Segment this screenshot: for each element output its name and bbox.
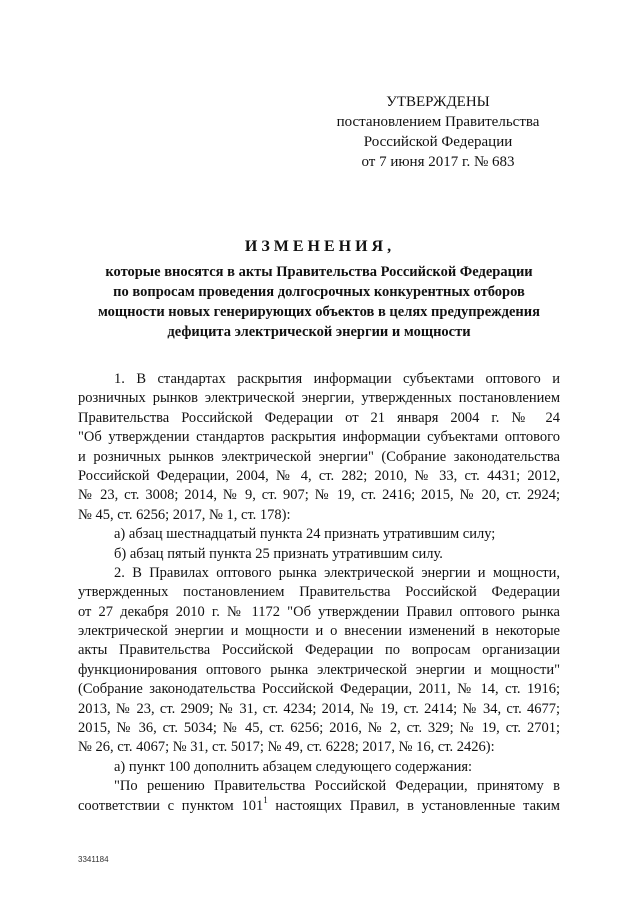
text-line: и розничных рынков электрической энергии" (Собрание законодательства: [78, 448, 560, 465]
approval-block: [318, 92, 558, 172]
text-line: от 27 декабря 2010 г. № 1172 "Об утверждении Правил оптового рынка: [78, 603, 560, 620]
subtitle-line: которые вносятся в акты Правительства Российской Федерации: [105, 264, 533, 280]
approval-heading: УТВЕРЖДЕНЫ: [386, 94, 490, 110]
text-line: [78, 794, 560, 816]
text-line: Российской Федерации, 2004, № 4, ст. 282; 2010, № 33, ст. 4431; 2012,: [78, 467, 560, 484]
text-line: Правительства Российской Федерации от 21 января 2004 г. № 24: [78, 409, 560, 426]
text-fragment: соответствии с пунктом 101: [78, 797, 264, 814]
text-line: функционирования оптового рынка электрической энергии и мощности": [78, 661, 560, 678]
text-line: (Собрание законодательства Российской Федерации, 2011, № 14, ст. 1916;: [78, 681, 560, 698]
text-line: № 23, ст. 3008; 2014, № 9, ст. 907; № 19, ст. 2416; 2015, № 20, ст. 2924;: [78, 487, 560, 504]
text-line: электрической энергии и мощности и о внесении изменений в некоторые: [78, 623, 560, 640]
subtitle-line: мощности новых генерирующих объектов в целях предупреждения: [97, 304, 540, 320]
document-subtitle: [60, 262, 578, 342]
text-fragment: настоящих Правил, в установленные таким: [267, 797, 560, 814]
text-line: б) абзац пятый пункта 25 признать утратившим силу.: [114, 545, 443, 562]
text-line: розничных рынков электрической энергии, утвержденных постановлением: [78, 390, 560, 407]
text-line: 2013, № 23, ст. 2909; № 31, ст. 4234; 2014, № 19, ст. 2414; № 34, ст. 4677;: [78, 700, 560, 717]
text-line: "Об утверждении стандартов раскрытия информации субъектами оптового: [78, 429, 560, 446]
text-line: утвержденных постановлением Правительства Российской Федерации: [78, 584, 560, 601]
document-title: ИЗМЕНЕНИЯ,: [244, 238, 396, 255]
subtitle-line: по вопросам проведения долгосрочных конкурентных отборов: [113, 284, 525, 300]
text-line: а) абзац шестнадцатый пункта 24 признать утратившим силу;: [114, 526, 496, 543]
text-line: № 26, ст. 4067; № 31, ст. 5017; № 49, ст. 6228; 2017, № 16, ст. 2426):: [78, 739, 495, 756]
text-line: акты Правительства Российской Федерации по вопросам организации: [78, 642, 560, 659]
text-line: 2015, № 36, ст. 5034; № 45, ст. 6256; 2016, № 2, ст. 329; № 19, ст. 2701;: [78, 720, 560, 737]
text-line: 1. В стандартах раскрытия информации субъектами оптового и: [114, 371, 560, 387]
text-line: а) пункт 100 дополнить абзацем следующего содержания:: [114, 758, 473, 775]
superscript: 1: [263, 794, 268, 805]
approval-line: Российской Федерации: [363, 134, 513, 150]
footer-code: 3341184: [78, 855, 109, 864]
approval-line: постановлением Правительства: [336, 114, 540, 130]
text-line: № 45, ст. 6256; 2017, № 1, ст. 178):: [78, 506, 291, 523]
document-body: [78, 370, 560, 816]
text-line: 2. В Правилах оптового рынка электрической энергии и мощности,: [114, 564, 560, 581]
approval-date-number: от 7 июня 2017 г. № 683: [361, 154, 515, 170]
text-line: "По решению Правительства Российской Федерации, принятому в: [114, 778, 560, 795]
subtitle-line: дефицита электрической энергии и мощности: [167, 324, 471, 340]
